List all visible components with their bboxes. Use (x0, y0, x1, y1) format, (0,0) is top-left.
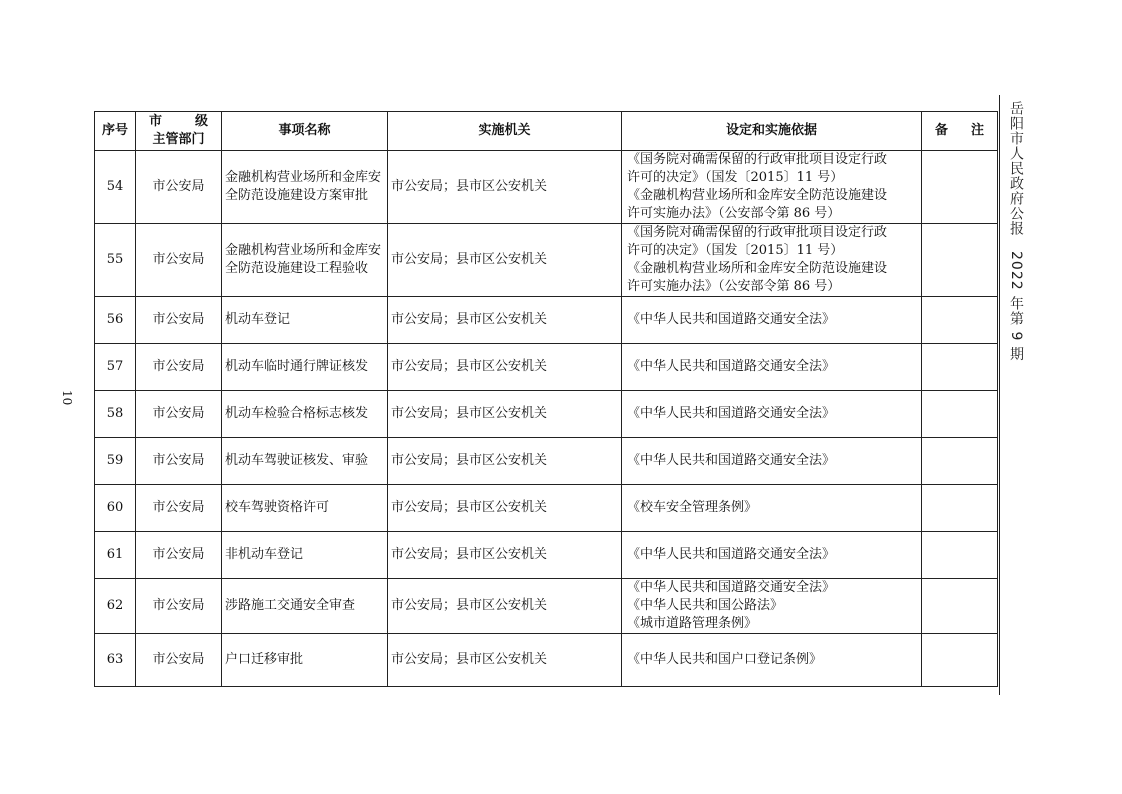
header-note-char-1: 备 (935, 123, 949, 138)
header-note-char-2: 注 (970, 123, 984, 138)
row-number: 62 (95, 579, 136, 634)
row-org: 市公安局；县市区公安机关 (388, 532, 622, 579)
header-org: 实施机关 (388, 112, 622, 151)
basis-line: 许可实施办法》（公安部令第 86 号） (627, 279, 841, 294)
header-note (922, 112, 998, 151)
row-item-name: 机动车驾驶证核发、审验 (222, 438, 388, 485)
basis-line: 《中华人民共和国道路交通安全法》 (627, 406, 836, 421)
row-note (922, 151, 998, 224)
row-number: 54 (95, 151, 136, 224)
row-number: 63 (95, 634, 136, 687)
row-basis (622, 634, 922, 687)
basis-line: 《中华人民共和国道路交通安全法》 (627, 312, 836, 327)
basis-line: 《金融机构营业场所和金库安全防范设施建设 (627, 188, 888, 203)
row-org: 市公安局；县市区公安机关 (388, 151, 622, 224)
row-basis (622, 579, 922, 634)
table-row (95, 151, 998, 224)
header-dept-line2: 主管部门 (152, 132, 205, 147)
row-note (922, 579, 998, 634)
approval-items-table (94, 111, 998, 687)
row-dept: 市公安局 (136, 224, 222, 297)
row-dept: 市公安局 (136, 634, 222, 687)
row-dept: 市公安局 (136, 344, 222, 391)
row-item-name: 金融机构营业场所和金库安全防范设施建设方案审批 (222, 151, 388, 224)
row-dept: 市公安局 (136, 297, 222, 344)
row-item-name: 机动车检验合格标志核发 (222, 391, 388, 438)
row-org: 市公安局；县市区公安机关 (388, 438, 622, 485)
row-number: 59 (95, 438, 136, 485)
row-note (922, 224, 998, 297)
table-row (95, 485, 998, 532)
basis-line: 《国务院对确需保留的行政审批项目设定行政 (627, 152, 888, 167)
table-row (95, 391, 998, 438)
row-note (922, 438, 998, 485)
row-basis (622, 391, 922, 438)
bulletin-side-title: 岳阳市人民政府公报 2022 年第 9 期 (1008, 101, 1024, 362)
row-number: 58 (95, 391, 136, 438)
header-dept (136, 112, 222, 151)
row-number: 61 (95, 532, 136, 579)
row-note (922, 391, 998, 438)
page-number: 10 (60, 390, 74, 406)
table-row (95, 438, 998, 485)
row-note (922, 485, 998, 532)
header-name: 事项名称 (222, 112, 388, 151)
table-row (95, 344, 998, 391)
basis-line: 许可实施办法》（公安部令第 86 号） (627, 206, 841, 221)
basis-line: 《校车安全管理条例》 (627, 500, 758, 515)
row-org: 市公安局；县市区公安机关 (388, 579, 622, 634)
basis-line: 《中华人民共和国公路法》 (627, 598, 784, 613)
row-note (922, 532, 998, 579)
table-row (95, 579, 998, 634)
row-basis (622, 485, 922, 532)
row-dept: 市公安局 (136, 485, 222, 532)
row-org: 市公安局；县市区公安机关 (388, 634, 622, 687)
row-number: 60 (95, 485, 136, 532)
row-org: 市公安局；县市区公安机关 (388, 224, 622, 297)
row-basis (622, 532, 922, 579)
row-note (922, 634, 998, 687)
basis-line: 《金融机构营业场所和金库安全防范设施建设 (627, 261, 888, 276)
side-rule (999, 95, 1000, 695)
row-dept: 市公安局 (136, 532, 222, 579)
row-item-name: 金融机构营业场所和金库安全防范设施建设工程验收 (222, 224, 388, 297)
row-item-name: 校车驾驶资格许可 (222, 485, 388, 532)
header-basis: 设定和实施依据 (622, 112, 922, 151)
table-row (95, 532, 998, 579)
row-org: 市公安局；县市区公安机关 (388, 297, 622, 344)
row-basis (622, 344, 922, 391)
row-item-name: 机动车临时通行牌证核发 (222, 344, 388, 391)
row-dept: 市公安局 (136, 151, 222, 224)
row-dept: 市公安局 (136, 438, 222, 485)
row-number: 56 (95, 297, 136, 344)
table-header-row (95, 112, 998, 151)
header-dept-char-2: 级 (194, 114, 208, 129)
row-basis (622, 151, 922, 224)
row-note (922, 297, 998, 344)
row-item-name: 机动车登记 (222, 297, 388, 344)
row-item-name: 户口迁移审批 (222, 634, 388, 687)
basis-line: 《中华人民共和国户口登记条例》 (627, 652, 823, 667)
row-number: 55 (95, 224, 136, 297)
table-row (95, 634, 998, 687)
row-org: 市公安局；县市区公安机关 (388, 485, 622, 532)
row-dept: 市公安局 (136, 579, 222, 634)
table-row (95, 224, 998, 297)
basis-line: 《城市道路管理条例》 (627, 616, 758, 631)
row-org: 市公安局；县市区公安机关 (388, 344, 622, 391)
row-basis (622, 224, 922, 297)
row-basis (622, 297, 922, 344)
basis-line: 《国务院对确需保留的行政审批项目设定行政 (627, 225, 888, 240)
row-org: 市公安局；县市区公安机关 (388, 391, 622, 438)
row-note (922, 344, 998, 391)
basis-line: 《中华人民共和国道路交通安全法》 (627, 453, 836, 468)
basis-line: 许可的决定》（国发〔2015〕11 号） (627, 243, 844, 258)
basis-line: 《中华人民共和国道路交通安全法》 (627, 359, 836, 374)
row-basis (622, 438, 922, 485)
row-item-name: 非机动车登记 (222, 532, 388, 579)
table-row (95, 297, 998, 344)
row-dept: 市公安局 (136, 391, 222, 438)
basis-line: 《中华人民共和国道路交通安全法》 (627, 547, 836, 562)
row-number: 57 (95, 344, 136, 391)
row-item-name: 涉路施工交通安全审查 (222, 579, 388, 634)
basis-line: 《中华人民共和国道路交通安全法》 (627, 580, 836, 595)
header-no: 序号 (95, 112, 136, 151)
header-dept-char-1: 市 (149, 114, 163, 129)
basis-line: 许可的决定》（国发〔2015〕11 号） (627, 170, 844, 185)
